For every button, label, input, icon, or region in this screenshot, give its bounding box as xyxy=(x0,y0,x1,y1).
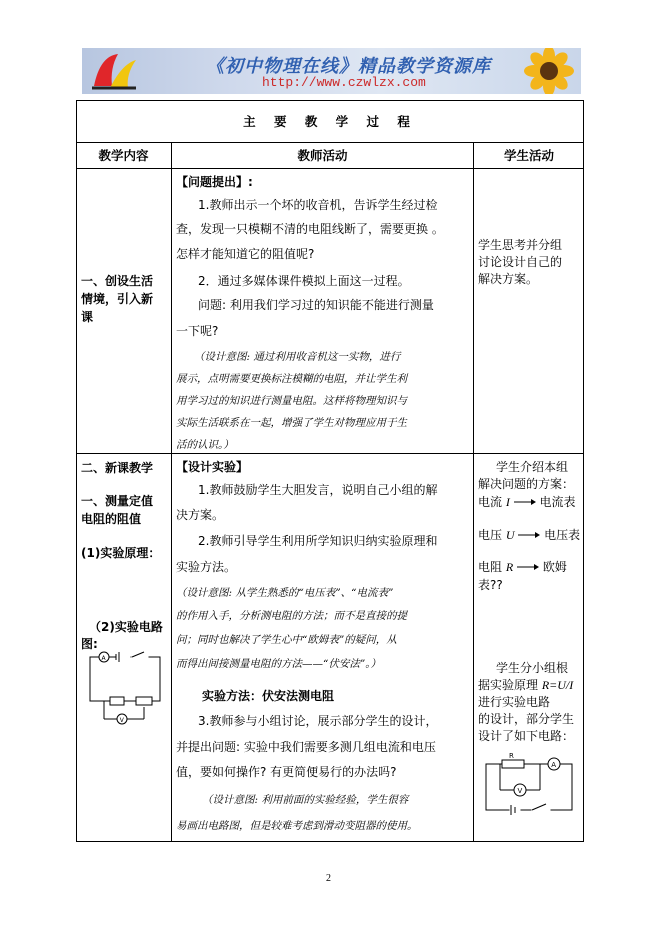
site-logo xyxy=(88,50,140,92)
banner-url[interactable]: http://www.czwlzx.com xyxy=(262,75,426,90)
student-voltage-row: 电压 U 电压表 xyxy=(478,528,581,542)
svg-text:V: V xyxy=(119,717,124,724)
student-resistance-row: 电阻 R 欧姆 xyxy=(478,560,567,574)
svg-text:V: V xyxy=(517,786,523,795)
header-teacher: 教师活动 xyxy=(297,148,348,163)
circuit-diagram-right xyxy=(480,750,580,820)
circuit-diagram-left xyxy=(82,651,168,729)
arrow-icon xyxy=(518,528,540,542)
arrow-icon xyxy=(514,495,536,509)
page-number: 2 xyxy=(326,873,331,884)
sunflower-icon xyxy=(515,48,577,94)
svg-text:R: R xyxy=(509,752,514,760)
header-student: 学生活动 xyxy=(503,148,554,163)
banner-title: 《初中物理在线》精品教学资源库 xyxy=(206,56,491,77)
arrow-icon xyxy=(517,560,539,574)
student-current-row: 电流 I 电流表 xyxy=(478,495,576,509)
header-content: 教学内容 xyxy=(98,148,149,163)
lesson-table: 主 要 教 学 过 程 教学内容 教师活动 学生活动 一、创设生活 情境，引入新 课 【问题提出】: 1.教师出示一个坏的收音机，告诉学生经过检 查，发现一只模糊不清的电阻线断了，需要更换 。 怎样才能知道它的阻值呢? 2．通过多媒体课件模拟上面这一过程。 问题: 利用我们学习过的知识能不能进行测量 一下呢? （设计意图: 通过利用收音机这一实物，进行 展示，点明需要更换标注模糊的电阻，并让学生利 用学习过的知识进行测量电阻。这样将物理知识与 实际生活联系在一起，增强了学生对物理应用于生 活的认识。） 学生思考并分组 讨论设计自己的 解决方案。 二、新课教学 一、测量定值 电阻的阻值 (1)实验原理： （2)实验电路 图: A V 【设计实验】 1.教师鼓励学生大胆发言，说明自己小组的解 决方案。 2.教师引导学生利用所学知识归纳实验原理和 实验方法。 （设计意图: 从学生熟悉的“电压表”、“电流表” 的作用入手，分析测电阻的方法；而不是直接的提 问；同时也解决了学生心中“欧姆表”的疑问，从 而得出间接测量电阻的方法——“伏安法”。） 实验方法：伏安法测电阻 3.教师参与小组讨论，展示部分学生的设计， 并提出问题: 实验中我们需要多测几组电流和电压 值，要如何操作? 有更简便易行的办法吗? （设计意图: 利用前面的实验经验，学生很容 易画出电路图，但是较难考虑到滑动变阻器的使用。 学生介绍本组 解决问题的方案： 电流 I 电流表 电压 U 电压表 电阻 R 欧姆 表?? 学生分小组根 据实验原理 R=U/I 进行实验电路 的设计，部分学生 设计了如下电路： R A V xyxy=(76,100,584,842)
svg-text:A: A xyxy=(551,760,556,769)
header-banner xyxy=(82,48,581,94)
svg-text:A: A xyxy=(101,655,106,662)
table-title: 主 要 教 学 过 程 xyxy=(243,114,417,129)
